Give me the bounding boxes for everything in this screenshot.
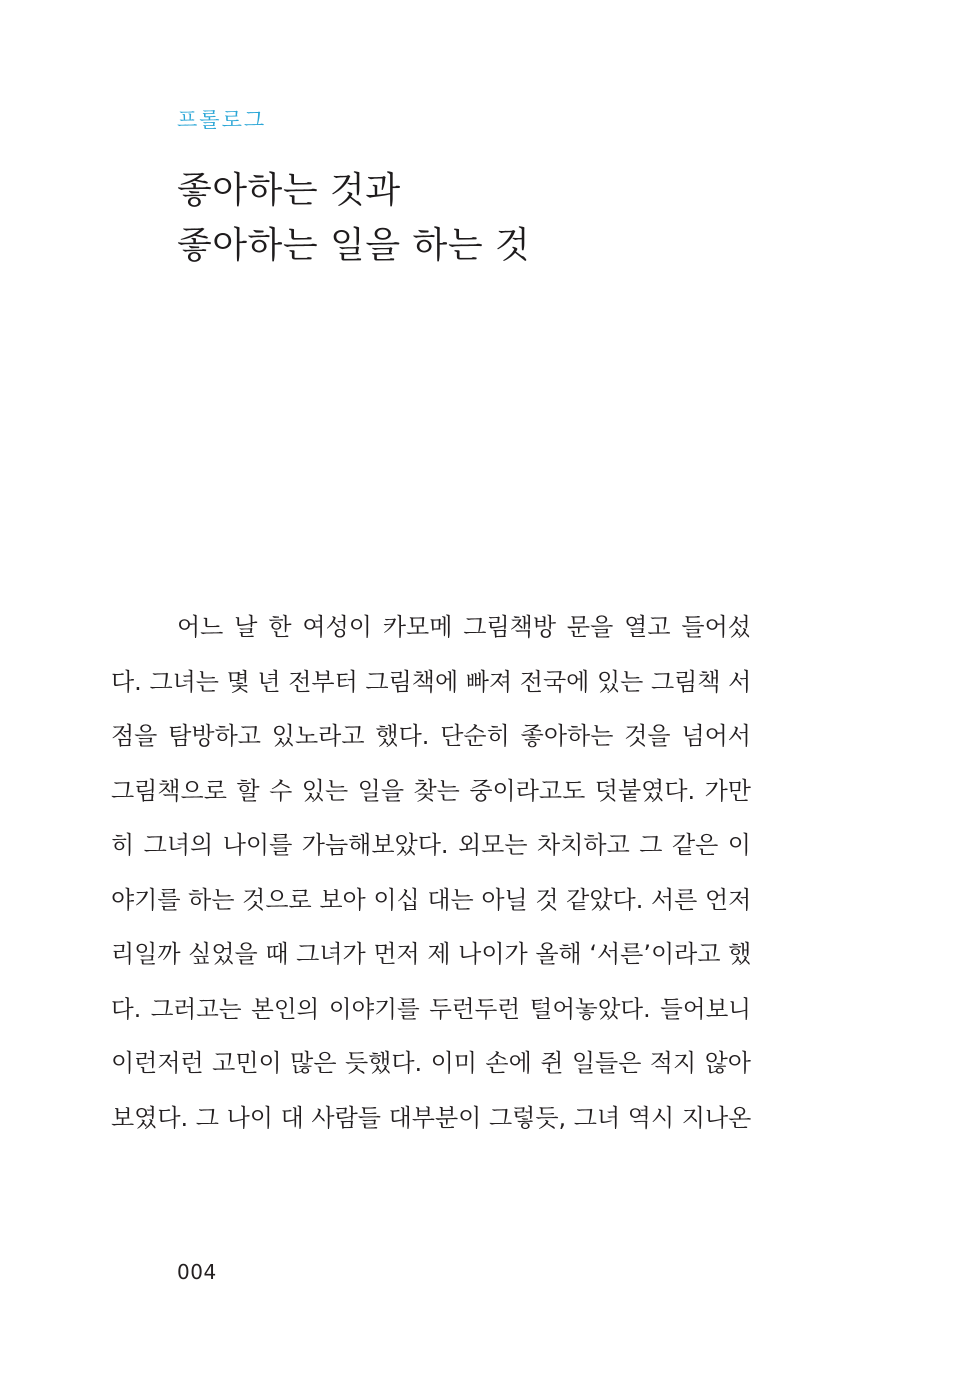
body-line: 야기를 하는 것으로 보아 이십 대는 아닐 것 같았다. 서른 언저 [111, 885, 752, 914]
body-line: 히 그녀의 나이를 가늠해보았다. 외모는 차치하고 그 같은 이 [111, 831, 751, 859]
body-line: 이런저런 고민이 많은 듯했다. 이미 손에 쥔 일들은 적지 않아 [111, 1049, 751, 1077]
page-number: 004 [177, 1260, 217, 1284]
body-line: 다. 그녀는 몇 년 전부터 그림책에 빠져 전국에 있는 그림책 서 [111, 667, 752, 696]
body-line: 다. 그러고는 본인의 이야기를 두런두런 털어놓았다. 들어보니 [111, 994, 751, 1023]
section-label: 프롤로그 [177, 108, 267, 132]
body-line: 리일까 싶었을 때 그녀가 먼저 제 나이가 올해 ‘서른’이라고 했 [111, 940, 752, 968]
body-line: 어느 날 한 여성이 카모메 그림책방 문을 열고 들어섰 [177, 613, 751, 641]
chapter-title-line-1: 좋아하는 것과 [177, 170, 401, 211]
chapter-title [177, 163, 530, 273]
body-line: 보였다. 그 나이 대 사람들 대부분이 그렇듯, 그녀 역시 지나온 [111, 1103, 752, 1132]
chapter-title-line-2: 좋아하는 일을 하는 것 [177, 225, 531, 266]
body-line: 점을 탐방하고 있노라고 했다. 단순히 좋아하는 것을 넘어서 [111, 722, 751, 750]
body-paragraph [111, 600, 751, 1145]
body-line: 그림책으로 할 수 있는 일을 찾는 중이라고도 덧붙였다. 가만 [111, 776, 751, 805]
